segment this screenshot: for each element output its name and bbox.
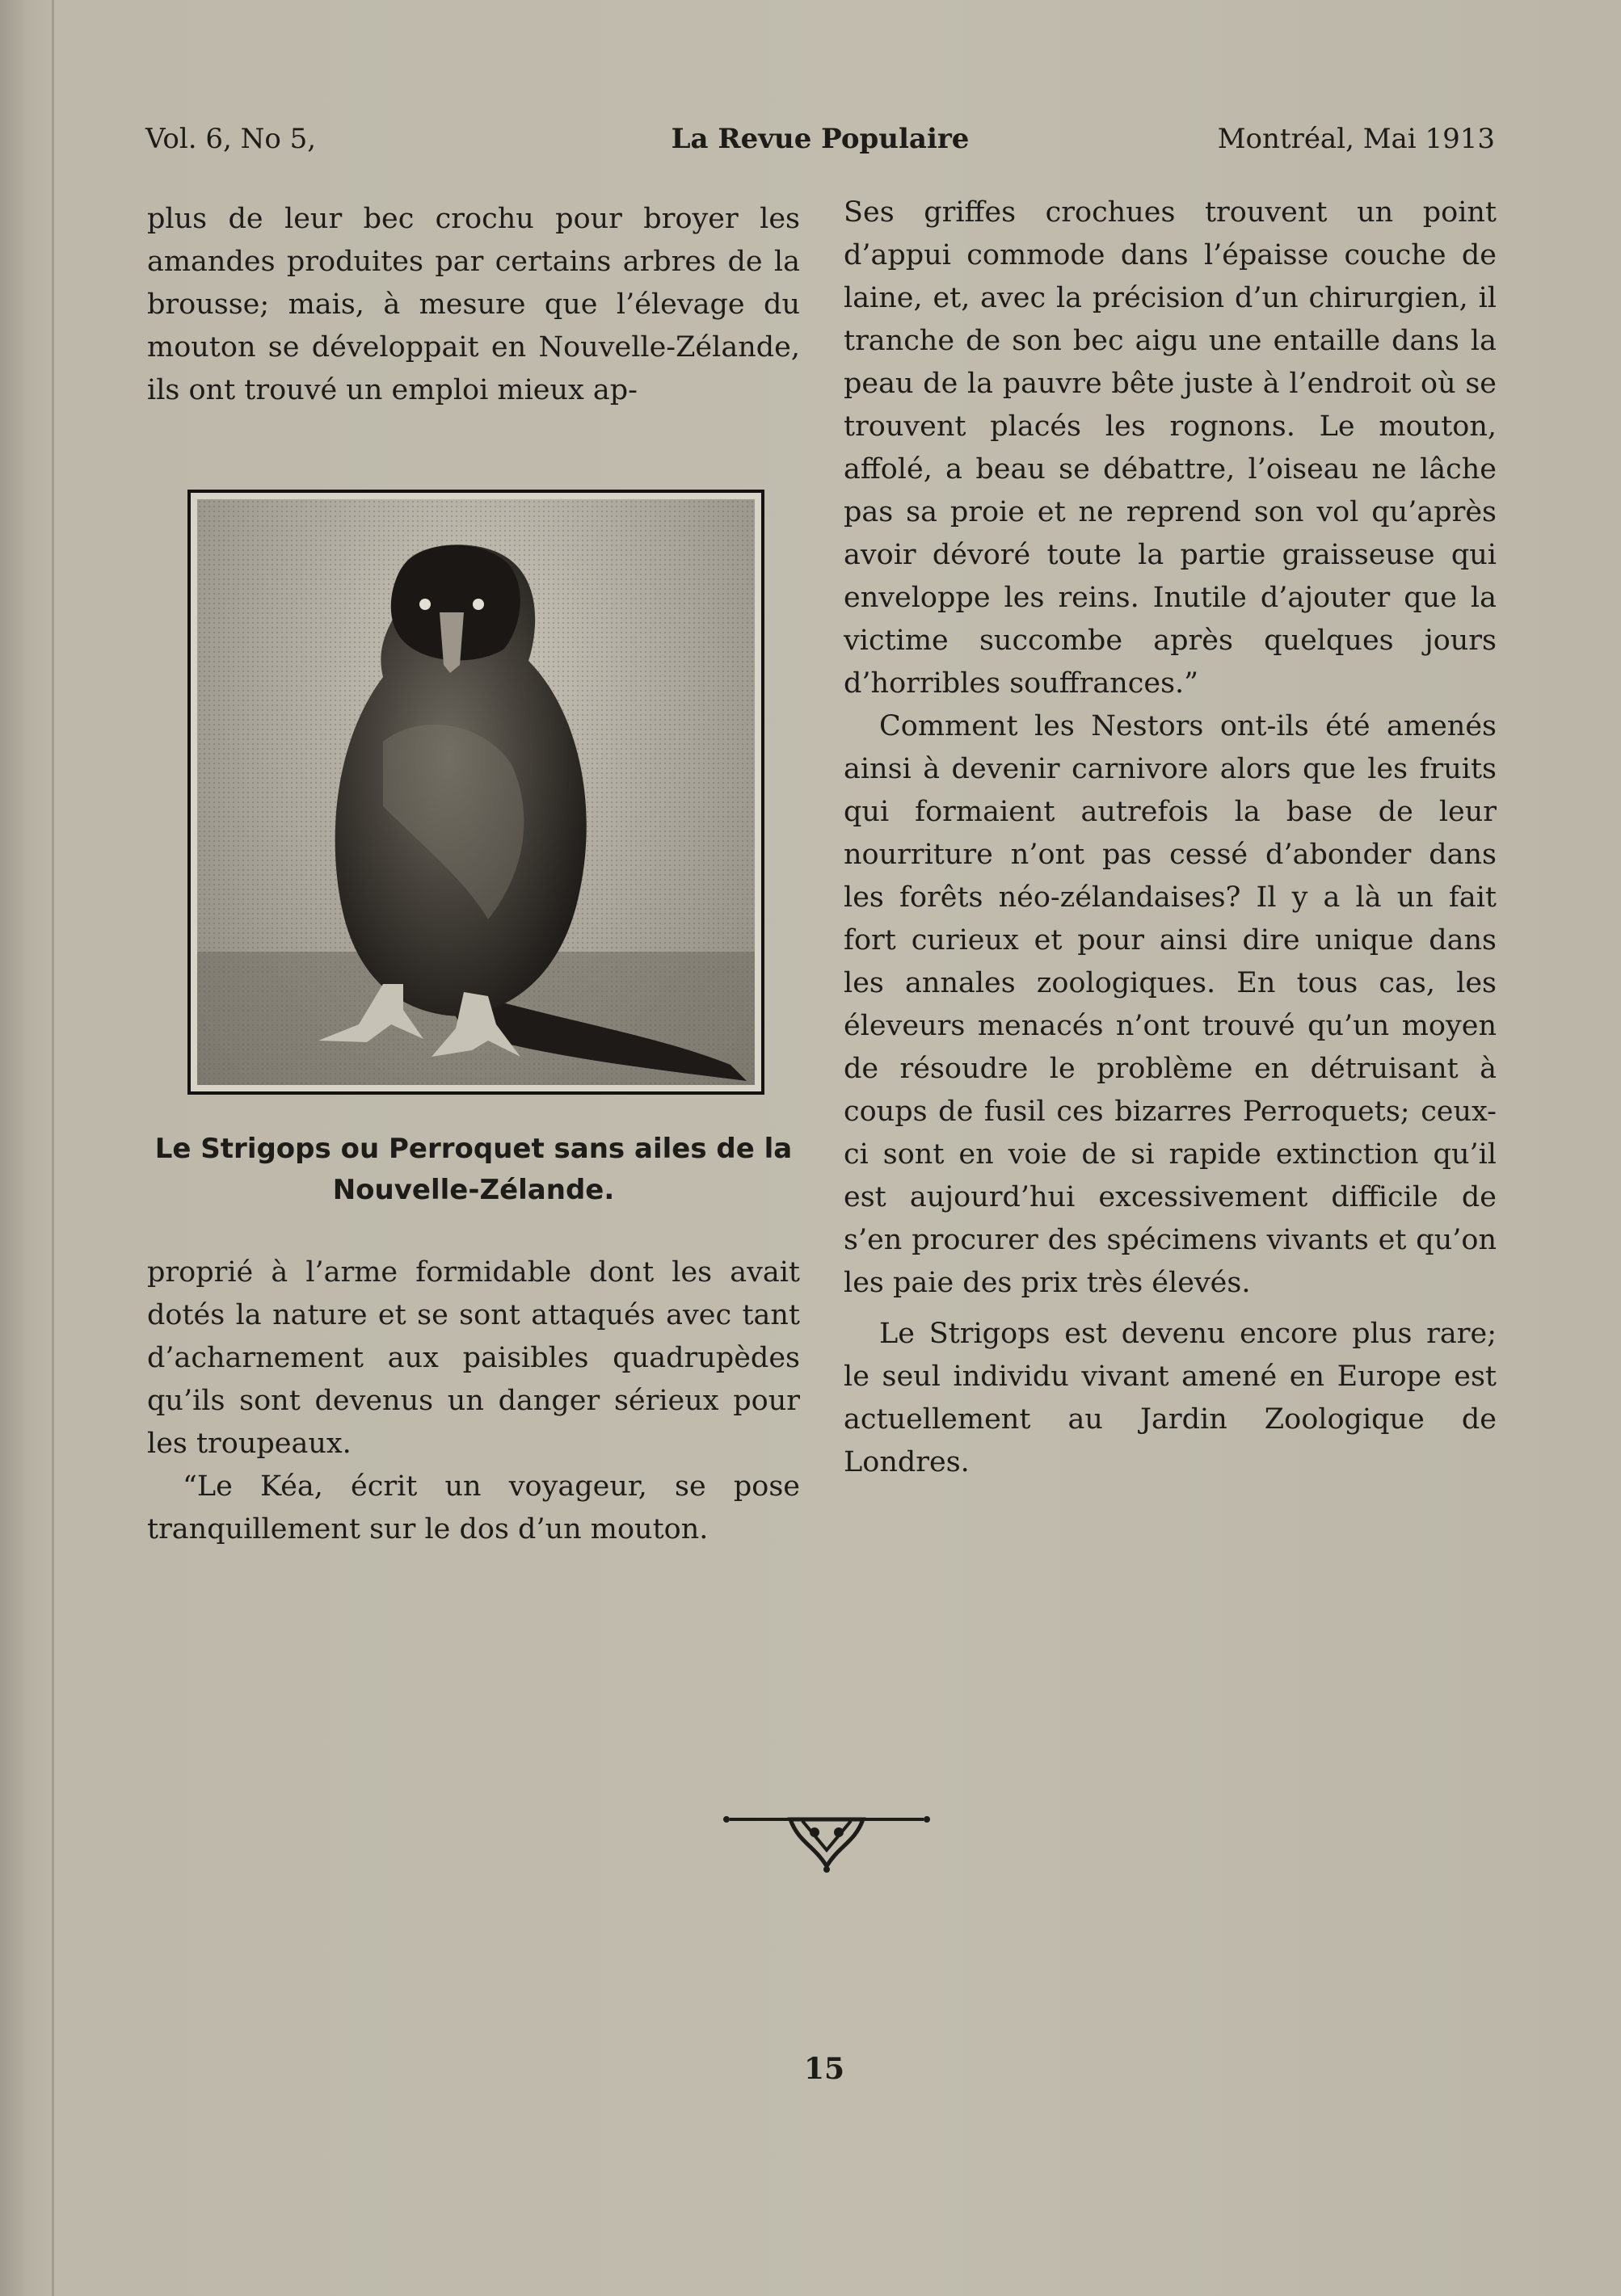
paragraph: Ses griffes crochues trouvent un point d’appui commode dans l’épaisse couche de laine, et, avec la précision d’un chirurgien, il tranche de son bec aigu une entaille dans la peau de la pauvre bête juste à l’endroit où se trouvent placés les rognons. Le mouton, affolé, a beau se débattre, l’oiseau ne lâche pas sa proie et ne reprend son vol qu’après avoir dévoré toute la partie graisseuse qui enveloppe les reins. Inutile d’ajouter que la victime succombe après quelques jours d’horribles souffrances.” bbox=[844, 196, 1497, 700]
caption-line: Nouvelle-Zélande. bbox=[332, 1174, 615, 1206]
left-column-top bbox=[147, 198, 800, 412]
paragraph: plus de leur bec crochu pour broyer les amandes produites par certains arbres de la brousse; mais, à mesure que l’élevage du mouton se développait en Nouvelle-Zélande, ils ont trouvé un emploi mieux ap- bbox=[147, 203, 800, 406]
decorative-ornament-icon bbox=[722, 1802, 932, 1874]
header-volume: Vol. 6, No 5, bbox=[145, 123, 317, 155]
paragraph: proprié à l’arme formidable dont les avait dotés la nature et se sont attaqués avec tant d’acharnement aux paisibles quadrupèdes qu’ils sont devenus un danger sérieux pour les troupeaux. bbox=[147, 1256, 800, 1460]
paragraph: “Le Kéa, écrit un voyageur, se pose tranquillement sur le dos d’un mouton. bbox=[147, 1470, 800, 1545]
paragraph: Le Strigops est devenu encore plus rare; le seul individu vivant amené en Europe est actuellement au Jardin Zoologique de Londres. bbox=[844, 1318, 1497, 1478]
parrot-illustration bbox=[197, 499, 755, 1085]
left-column-bottom bbox=[147, 1251, 800, 1551]
bird-photo bbox=[187, 490, 764, 1095]
header-title: La Revue Populaire bbox=[671, 123, 970, 155]
right-column bbox=[844, 191, 1497, 1484]
running-header bbox=[145, 123, 1495, 163]
header-date: Montréal, Mai 1913 bbox=[1217, 123, 1495, 155]
strigops-image bbox=[197, 499, 755, 1085]
figure-caption bbox=[147, 1129, 800, 1211]
binding-gutter bbox=[52, 0, 54, 2296]
caption-line: Le Strigops ou Perroquet sans ailes de la bbox=[154, 1133, 793, 1165]
paragraph: Comment les Nestors ont-ils été amenés ainsi à devenir carnivore alors que les fruits qui formaient autrefois la base de leur nourriture n’ont pas cessé d’abonder dans les forêts néo-zélandaises? Il y a là un fait fort curieux et pour ainsi dire unique dans les annales zoologiques. En tous cas, les éleveurs menacés n’ont trouvé qu’un moyen de résoudre le problème en détruisant à coups de fusil ces bizarres Perroquets; ceux-ci sont en voie de si rapide extinction qu’il est aujourd’hui excessivement difficile de s’en procurer des spécimens vivants et qu’on les paie des prix très élevés. bbox=[844, 710, 1497, 1299]
page-number: 15 bbox=[803, 2052, 845, 2086]
